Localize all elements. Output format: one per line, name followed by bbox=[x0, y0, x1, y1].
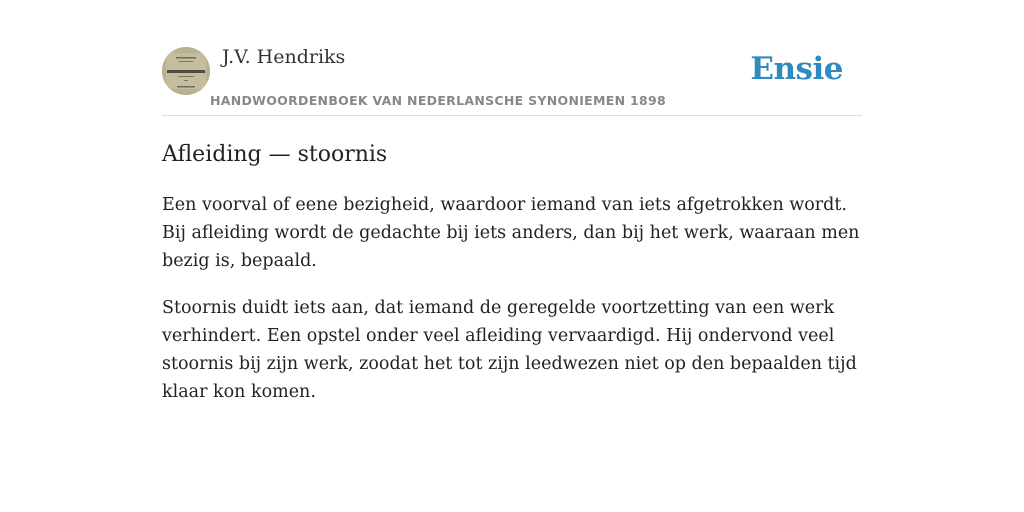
entry-card bbox=[162, 46, 862, 425]
author-name[interactable]: J.V. Hendriks bbox=[222, 46, 346, 68]
book-cover-icon[interactable] bbox=[162, 47, 210, 95]
entry-title: Afleiding — stoornis bbox=[162, 142, 388, 167]
entry-body bbox=[162, 191, 862, 406]
entry-header bbox=[162, 46, 862, 116]
entry-paragraph: Een voorval of eene bezigheid, waardoor iemand van iets afgetrokken wordt. Bij afleiding wordt de gedachte bij iets anders, dan bij het werk, waaraan men bezig is, bepaald. bbox=[162, 195, 860, 271]
brand-logo[interactable]: Ensie bbox=[750, 51, 843, 87]
entry-paragraph: Stoornis duidt iets aan, dat iemand de geregelde voortzetting van een werk verhindert. Een opstel onder veel afleiding vervaardigd. Hij ondervond veel stoornis bij zijn werk, zoodat het tot zijn leedwezen niet op den bepaalden tijd klaar kon komen. bbox=[162, 298, 857, 402]
source-title[interactable]: HANDWOORDENBOEK VAN NEDERLANSCHE SYNONIEMEN 1898 bbox=[210, 93, 667, 108]
